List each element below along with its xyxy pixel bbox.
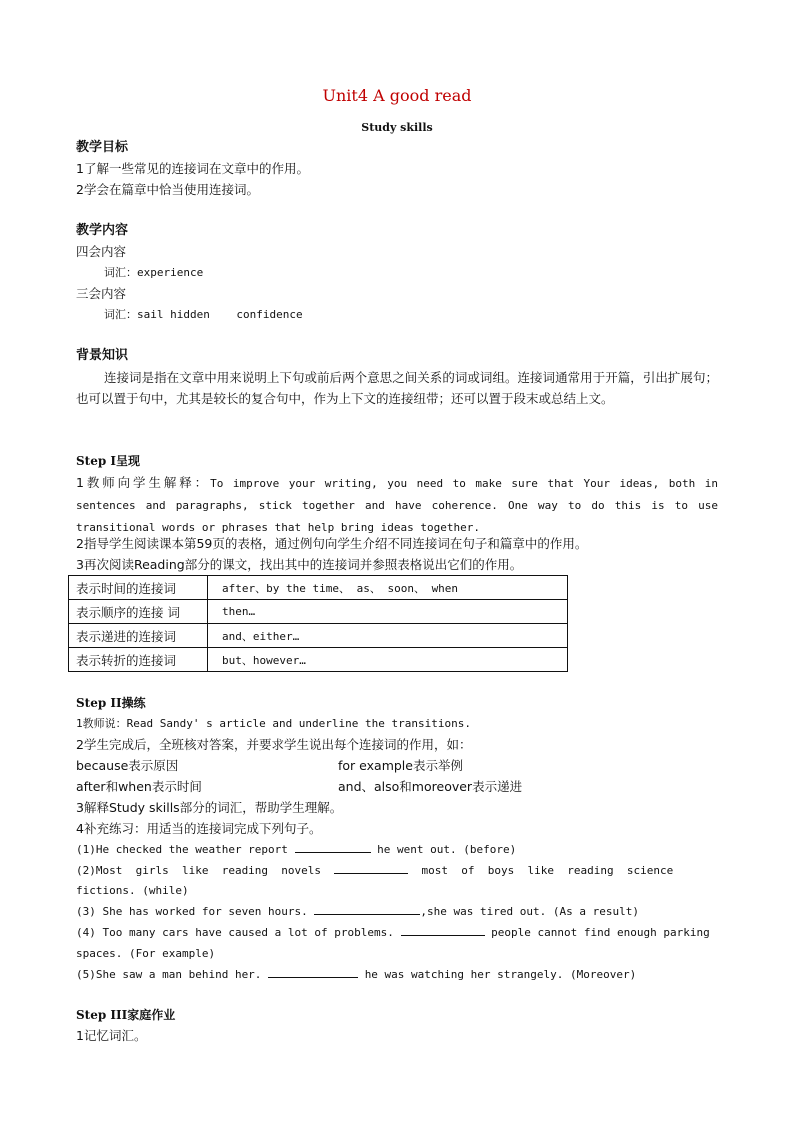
four-skill-label: 四会内容 xyxy=(76,244,127,259)
step1-item2: 2指导学生阅读课本第59页的表格，通过例句向学生介绍不同连接词在句子和篇章中的作用。 xyxy=(76,536,588,551)
step1-heading: Step I呈现 xyxy=(76,454,141,468)
example-for-example: for example表示举例 xyxy=(338,758,463,773)
exercise-1 xyxy=(76,840,718,860)
exercise-text: he was watching her strangely. (Moreover) xyxy=(364,968,637,981)
table-cell-type: 表示递进的连接词 xyxy=(69,624,208,648)
table-cell-words: after、by the time、 as、 soon、 when xyxy=(208,576,568,600)
table-cell-words: and、either… xyxy=(208,624,568,648)
step3-item1: 1记忆词汇。 xyxy=(76,1028,147,1043)
answer-blank[interactable] xyxy=(334,861,408,874)
exercise-text: (2)Most girls like reading novels xyxy=(76,864,322,877)
table-row xyxy=(69,624,568,648)
exercise-5 xyxy=(76,965,718,985)
table-cell-words: then… xyxy=(208,600,568,624)
exercise-3 xyxy=(76,902,718,922)
page-subtitle: Study skills xyxy=(361,121,433,134)
exercise-text: he went out. (before) xyxy=(377,843,517,856)
page-title: Unit4 A good read xyxy=(322,86,472,105)
answer-blank[interactable] xyxy=(295,840,371,853)
exercise-2-cont: fictions. (while) xyxy=(76,884,189,897)
content-heading: 教学内容 xyxy=(76,223,129,238)
step2-item4: 4补充练习：用适当的连接词完成下列句子。 xyxy=(76,821,322,836)
three-skill-vocab: 词汇：sail hidden confidence xyxy=(104,308,303,321)
objectives-heading: 教学目标 xyxy=(76,140,129,155)
table-cell-type: 表示顺序的连接 词 xyxy=(69,600,208,624)
table-row xyxy=(69,576,568,600)
background-text: 连接词是指在文章中用来说明上下句或前后两个意思之间关系的词或词组。连接词通常用于开篇，引出扩展句；也可以置于句中，尤其是较长的复合句中，作为上下文的连接纽带；还可以置于段末或总结上文。 xyxy=(76,370,718,406)
example-because: because表示原因 xyxy=(76,758,179,773)
background-heading: 背景知识 xyxy=(76,348,129,363)
table-cell-type: 表示时间的连接词 xyxy=(69,576,208,600)
exercise-text: ,she was tired out. (As a result) xyxy=(420,905,639,918)
step2-item2: 2学生完成后，全班核对答案，并要求学生说出每个连接词的作用，如： xyxy=(76,737,472,752)
step1-item1-text: To improve your writing, you need to make sure that Your ideas, both in sentences and paragraphs, stick together and have coherence. One way to do this is to use transitional words or phrases that help bring ideas together. xyxy=(76,477,718,534)
exercise-text: most of boys like reading science xyxy=(421,864,674,877)
exercise-text: (5)She saw a man behind her. xyxy=(76,968,262,981)
answer-blank[interactable] xyxy=(314,902,420,915)
connectives-table xyxy=(68,575,568,672)
answer-blank[interactable] xyxy=(401,923,485,936)
three-skill-label: 三会内容 xyxy=(76,286,127,301)
step1-item1-prefix: 1教师向学生解释： xyxy=(76,475,211,490)
table-cell-words: but、however… xyxy=(208,648,568,672)
four-skill-vocab: 词汇：experience xyxy=(104,266,204,279)
table-row xyxy=(69,648,568,672)
table-cell-type: 表示转折的连接词 xyxy=(69,648,208,672)
exercise-text: (3) She has worked for seven hours. xyxy=(76,905,308,918)
step3-heading: Step III家庭作业 xyxy=(76,1008,176,1022)
exercise-4-cont: spaces. (For example) xyxy=(76,947,216,960)
step2-item1: 1教师说：Read Sandy' s article and underline the transitions. xyxy=(76,717,471,730)
example-and: and、also和moreover表示递进 xyxy=(338,779,523,794)
exercise-2 xyxy=(76,861,718,881)
objective-item: 1了解一些常见的连接词在文章中的作用。 xyxy=(76,161,309,176)
exercise-text: people cannot find enough parking xyxy=(491,926,710,939)
step1-item3: 3再次阅读Reading部分的课文，找出其中的连接词并参照表格说出它们的作用。 xyxy=(76,557,523,572)
answer-blank[interactable] xyxy=(268,965,358,978)
exercise-text: (1)He checked the weather report xyxy=(76,843,288,856)
step1-item1 xyxy=(76,472,718,538)
objective-item: 2学会在篇章中恰当使用连接词。 xyxy=(76,182,259,197)
step2-item3: 3解释Study skills部分的词汇，帮助学生理解。 xyxy=(76,800,343,815)
exercise-text: (4) Too many cars have caused a lot of problems. xyxy=(76,926,394,939)
table-row xyxy=(69,600,568,624)
step2-heading: Step II操练 xyxy=(76,696,146,710)
example-after: after和when表示时间 xyxy=(76,779,202,794)
exercise-4 xyxy=(76,923,718,943)
